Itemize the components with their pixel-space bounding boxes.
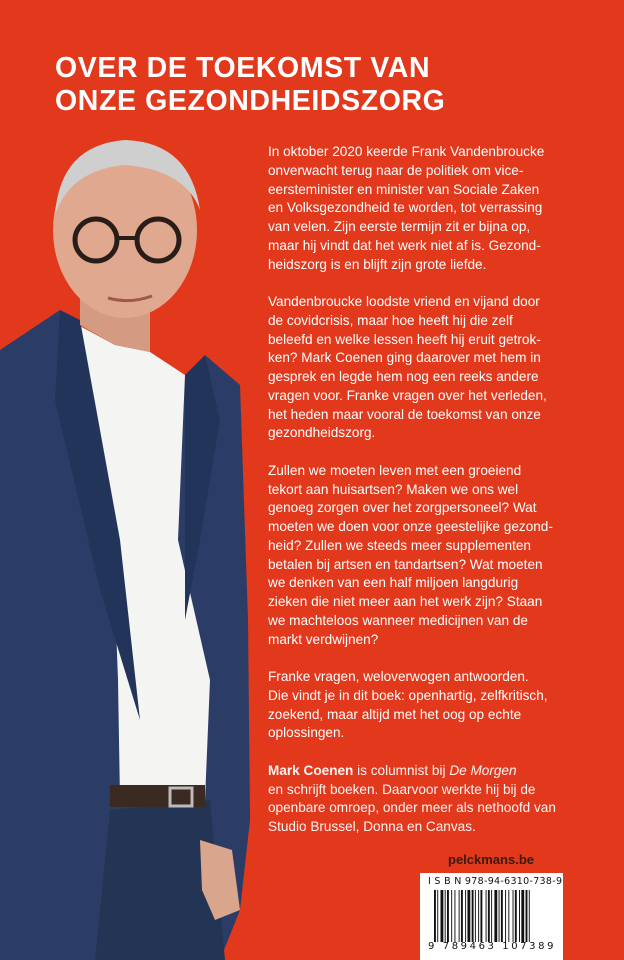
text-line: betalen bij artsen en tandartsen? Wat moeten: [268, 556, 543, 572]
text-line: heid? Zullen we steeds meer supplementen: [268, 537, 531, 553]
isbn-barcode: [420, 873, 563, 960]
blurb: [268, 143, 618, 856]
blurb-paragraph: [268, 462, 618, 650]
barcode-bar: [499, 890, 500, 942]
barcode-bar: [494, 890, 497, 942]
text-line: Zullen we moeten leven met een groeiend: [268, 462, 522, 478]
text-line: zieken die niet meer aan het werk zijn? Staan: [268, 594, 543, 609]
text-line: Vandenbroucke loodste vriend en vijand door: [268, 294, 540, 309]
text-line: vragen voor. Franke vragen over het verleden,: [268, 387, 547, 403]
barcode-bar: [505, 890, 506, 942]
publisher-website: pelckmans.be: [448, 852, 534, 867]
author-name: Mark Coenen: [268, 762, 354, 778]
barcode-bar: [445, 890, 446, 942]
barcode-bar: [461, 890, 463, 942]
book-title: [55, 52, 445, 118]
barcode-bar: [488, 890, 490, 942]
barcode-bar: [491, 890, 492, 942]
barcode-digits: 9 789463 107389: [428, 941, 557, 952]
barcode-bar: [459, 890, 460, 942]
barcode-bar: [501, 890, 503, 942]
text-line: we machteloos wanneer medicijnen van de: [268, 612, 528, 628]
barcode-bar: [526, 890, 528, 942]
barcode-bar: [454, 890, 455, 942]
text-line: genoeg zorgen over het zorgpersoneel? Wat: [268, 500, 537, 516]
text-line: gezondheidszorg.: [268, 425, 376, 441]
text-line: [268, 762, 618, 781]
text-line: ken? Mark Coenen ging daarover met hem in: [268, 350, 541, 366]
text-line: onverwacht terug naar de politiek om vice-: [268, 162, 524, 178]
barcode-bar: [529, 890, 530, 942]
barcode-bar: [441, 890, 444, 942]
barcode-bar: [434, 890, 436, 942]
blurb-paragraph: [268, 293, 618, 443]
barcode-bar: [513, 890, 514, 942]
text-line: Studio Brussel, Donna en Canvas.: [268, 819, 476, 834]
text-line: Die vindt je in dit boek: openhartig, zelfkritisch,: [268, 687, 548, 703]
barcode-bar: [486, 890, 487, 942]
barcode-bar: [521, 890, 524, 942]
author-bio: [268, 762, 618, 837]
barcode-bar: [472, 890, 474, 942]
barcode-bar: [519, 890, 520, 942]
barcode-bar: [437, 890, 438, 942]
text-line: we denken van een half miljoen langdurig: [268, 575, 519, 591]
text-line: maar hij vindt dat het werk niet af is. Gezond-: [268, 237, 541, 253]
text-line: de covidcrisis, maar hoe heeft hij die zelf: [268, 312, 513, 328]
text-line: In oktober 2020 keerde Frank Vandenbroucke: [268, 144, 545, 159]
blurb-paragraph: [268, 668, 618, 743]
title-line: ONZE GEZONDHEIDSZORG: [55, 85, 446, 117]
barcode-bar: [478, 890, 479, 942]
text-line: heidszorg is en blijft zijn grote liefde.: [268, 256, 487, 272]
isbn-label: I S B N 978-94-6310-738-9: [428, 876, 563, 887]
author-portrait-photo: [0, 120, 270, 960]
text-line: tekort aan huisartsen? Maken we ons wel: [268, 481, 519, 497]
text-segment: is columnist bij: [353, 762, 450, 778]
barcode-bar: [467, 890, 470, 942]
text-line: Franke vragen, weloverwogen antwoorden.: [268, 669, 529, 684]
text-line: oplossingen.: [268, 725, 345, 741]
barcode-bar: [451, 890, 452, 942]
text-line: gesprek en legde hem nog een reeks andere: [268, 369, 539, 384]
text-line: en schrijft boeken. Daarvoor werkte hij bij de: [268, 781, 536, 797]
barcode-bar: [465, 890, 466, 942]
blurb-paragraph: [268, 143, 618, 274]
barcode-bar: [475, 890, 476, 942]
text-line: zoekend, maar altijd met het oog op echte: [268, 706, 522, 722]
text-line: openbare omroep, onder meer als nethoofd van: [268, 800, 556, 816]
text-line: van velen. Zijn eerste termijn zit er bijna op,: [268, 219, 531, 234]
barcode-bar: [508, 890, 509, 942]
barcode-bar: [480, 890, 482, 942]
title-line: OVER DE TOEKOMST VAN: [55, 52, 431, 84]
newspaper-name: De Morgen: [449, 762, 517, 778]
barcode-bar: [515, 890, 517, 942]
text-line: beleefd en welke lessen heeft hij eruit getrok-: [268, 331, 541, 347]
text-line: markt verdwijnen?: [268, 631, 379, 647]
text-line: eersteminister en minister van Sociale Zaken: [268, 181, 540, 197]
text-line: moeten we doen voor onze geestelijke gezond-: [268, 519, 553, 534]
text-line: en Volksgezondheid te worden, tot verrassing: [268, 200, 543, 216]
text-line: het heden maar vooral de toekomst van onze: [268, 406, 541, 422]
barcode-bar: [447, 890, 449, 942]
